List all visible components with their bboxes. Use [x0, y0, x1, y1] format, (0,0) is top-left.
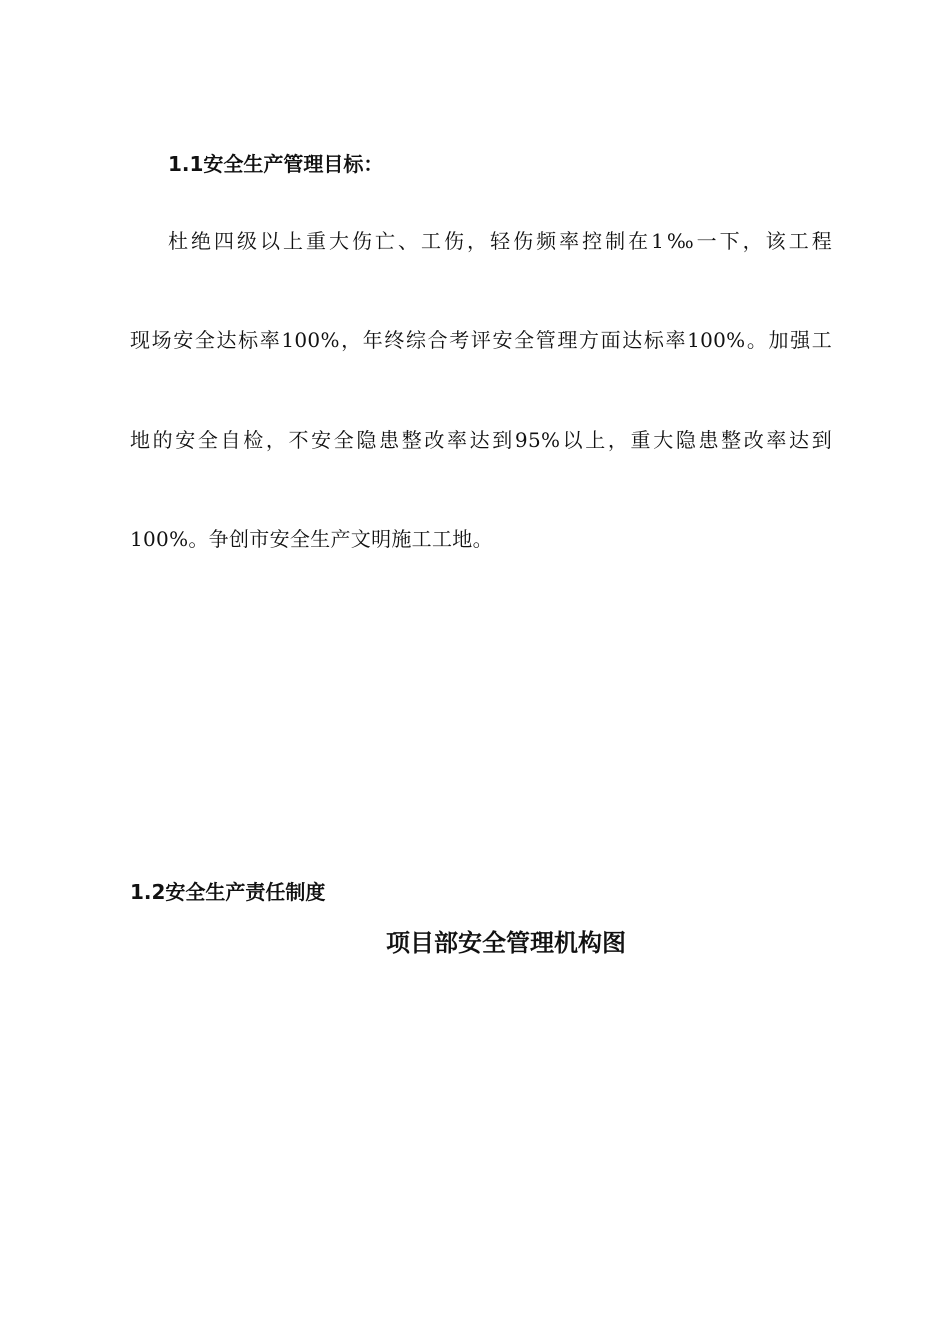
section-heading-1-2: 1.2安全生产责任制度 [130, 880, 326, 904]
paragraph-line-4: 100%。争创市安全生产文明施工工地。 [130, 527, 493, 551]
org-chart-title: 项目部安全管理机构图 [386, 929, 626, 957]
section-heading-1-1: 1.1安全生产管理目标： [168, 152, 384, 176]
paragraph-line-2: 现场安全达标率100%，年终综合考评安全管理方面达标率100%。加强工 [130, 328, 832, 352]
paragraph-line-3: 地的安全自检，不安全隐患整改率达到95%以上，重大隐患整改率达到 [130, 428, 832, 452]
paragraph-line-1: 杜绝四级以上重大伤亡、工伤，轻伤频率控制在1‰一下，该工程 [168, 229, 832, 253]
